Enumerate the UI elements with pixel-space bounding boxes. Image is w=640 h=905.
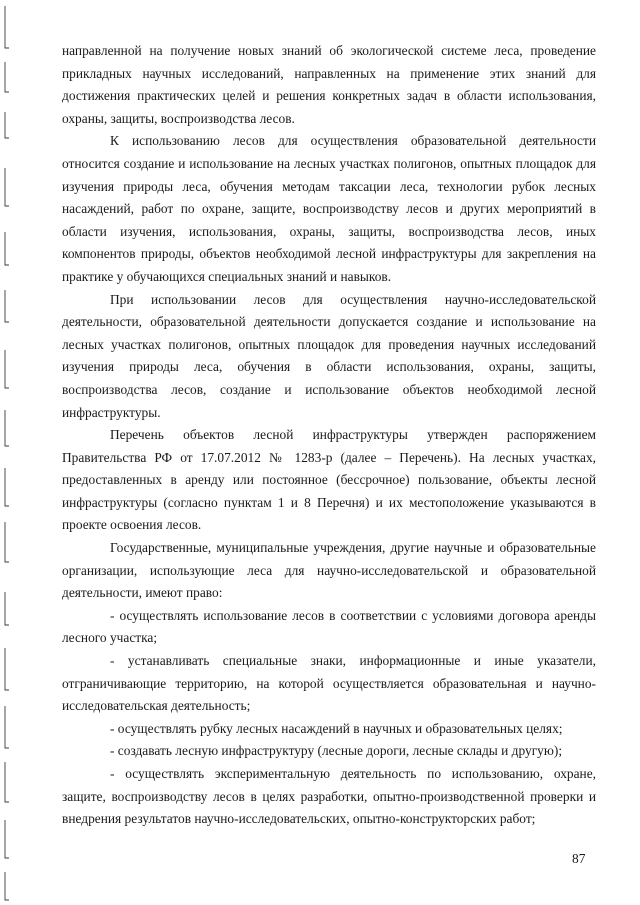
- list-item-lease-use: - осуществлять использование лесов в соответствии с условиями договора аренды лесного участка;: [62, 607, 596, 646]
- paragraph-infrastructure-list: Перечень объектов лесной инфраструктуры утвержден распоряжением Правительства РФ от 17.07.2012 № 1283-р (далее – Перечень). На лесных участках, предоставленных в аренду или постоянное (бессрочное) пользование, объекты лесной инфраструктуры (согласно пунктам 1 и 8 Перечня) и их местоположение указываются в проекте освоения лесов.: [62, 427, 596, 533]
- paragraph-research-and-education: При использовании лесов для осуществления научно-исследовательской деятельности, образовательной деятельности допускается создание и использование на лесных участках полигонов, опытных площадок для проведения научных исследований изучения природы леса, обучения в области использования, охраны, защиты, воспроизводства лесов, создание и использование объектов необходимой лесной инфраструктуры.: [62, 291, 596, 420]
- paragraph-educational-use: К использованию лесов для осуществления образовательной деятельности относится создание и использование на лесных участках полигонов, опытных площадок для изучения природы леса, обучения методам таксации леса, технологии рубок лесных насаждений, работ по охране, защите, воспроизводству лесов и других мероприятий в области изучения, использования, охраны, защиты, воспроизводства лесов, иных компонентов природы, объектов необходимой лесной инфраструктуры для закрепления на практике у обучающихся специальных знаний и навыков.: [62, 133, 596, 284]
- binding-margin-marks: [0, 0, 14, 905]
- list-item-experimental: - осуществлять экспериментальную деятельность по использованию, охране, защите, воспроизводству лесов в целях разработки, опытно-производственной проверки и внедрения результатов научно-исследовательских, опытно-конструкторских работ;: [62, 766, 596, 827]
- paragraph-institutions-rights: Государственные, муниципальные учреждения, другие научные и образовательные организации, использующие леса для научно-исследовательской и образовательной деятельности, имеют право:: [62, 540, 596, 601]
- list-item-logging: - осуществлять рубку лесных насаждений в научных и образовательных целях;: [110, 720, 563, 736]
- list-item-infrastructure: - создавать лесную инфраструктуру (лесные дороги, лесные склады и другую);: [110, 743, 563, 759]
- page-number: 87: [572, 851, 586, 866]
- paragraph-research-continuation: направленной на получение новых знаний об экологической системе леса, проведение прикладных научных исследований, направленных на применение этих знаний для достижения практических целей и решения конкретных задач в области использования, охраны, защиты, воспроизводства лесов.: [62, 43, 596, 126]
- list-item-signs: - устанавливать специальные знаки, информационные и иные указатели, отграничивающие территорию, на которой осуществляется образовательная и научно-исследовательская деятельность;: [62, 653, 596, 714]
- document-body: [62, 40, 596, 831]
